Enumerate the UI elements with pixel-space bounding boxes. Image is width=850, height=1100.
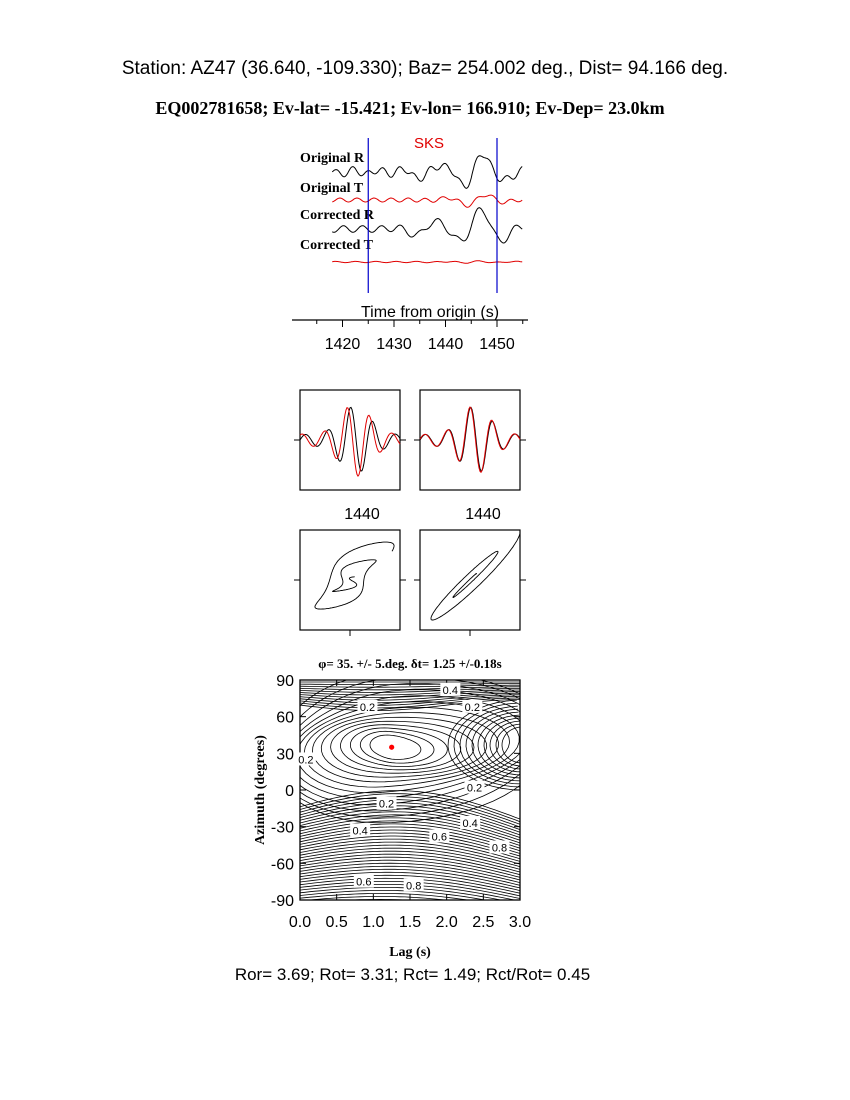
station-header: Station: AZ47 (36.640, -109.330); Baz= 254.002 deg., Dist= 94.166 deg. [121,58,729,79]
contour-line [300,899,520,914]
ratio-footer: Ror= 3.69; Rot= 3.31; Rct= 1.49; Rct/Rot= 0.45 [234,965,591,984]
contour-line [502,727,522,763]
y-tick-label: 90 [276,673,294,690]
waveform-trace [300,408,400,476]
waveform-tick-right: 1440 [465,506,501,523]
trace-label-corrected-t: Corrected T [300,238,373,253]
seismogram-panel [292,135,528,353]
contour-label: 0.2 [359,701,376,714]
y-tick-label: 0 [285,783,294,800]
waveform-panels [294,390,526,523]
energy-grid-panel [253,656,552,960]
particle-box-right [420,530,520,630]
y-tick-label: -30 [270,819,294,837]
waveform-tick-left: 1440 [344,506,380,523]
grid-xlabel: Lag (s) [389,945,431,960]
contour-label: 0.4 [442,684,458,697]
contour-label: 0.2 [378,798,395,811]
x-tick-label: 2.5 [472,914,495,931]
contour-label: 0.2 [466,782,483,795]
contour-label: 0.6 [356,876,372,889]
contour-label: 0.8 [406,880,422,893]
time-tick-label: 1430 [376,336,412,353]
x-tick-label: 1.5 [398,914,422,931]
x-tick-label: 0.0 [288,914,312,931]
contour-label: 0.2 [298,754,314,767]
y-tick-label: 60 [276,709,294,727]
waveform-trace [420,407,520,472]
time-tick-label: 1450 [479,336,515,353]
contour-line [300,854,520,875]
event-header: EQ002781658; Ev-lat= -15.421; Ev-lon= 166.910; Ev-Dep= 23.0km [155,98,665,118]
phase-label: SKS [414,135,445,152]
particle-motion-trace [431,533,520,620]
contour-label: 0.4 [352,825,368,838]
seismogram-trace [332,261,522,264]
time-tick-label: 1420 [324,336,361,353]
waveform-box-left [300,390,400,490]
contour-label: 0.8 [491,842,508,855]
waveform-box-right [420,390,520,490]
contour-line [350,728,447,767]
x-tick-label: 3.0 [508,914,532,931]
contour-line [370,735,421,759]
trace-label-corrected-r: Corrected R [300,208,374,223]
x-tick-label: 2.0 [435,914,458,931]
particle-box-left [300,530,400,630]
x-tick-label: 1.0 [362,914,385,931]
particle-motion-panels [294,530,526,636]
contour-line [321,717,486,777]
trace-label-original-t: Original T [300,181,364,196]
trace-label-original-r: Original R [300,151,365,166]
contour-label: 0.4 [462,818,478,830]
y-tick-label: -90 [270,893,294,910]
contour-line [304,707,509,787]
y-tick-label: -60 [270,856,294,874]
contour-label: 0.2 [464,701,480,714]
time-axis-label: Time from origin (s) [360,304,500,321]
time-tick-label: 1440 [427,336,464,353]
waveform-trace [420,407,520,471]
contour-label: 0.6 [431,831,447,844]
seismogram-trace [332,195,522,207]
contour-line [300,857,520,877]
particle-motion-trace [315,542,394,609]
y-tick-label: 30 [276,746,294,764]
x-tick-label: 0.5 [325,914,348,931]
best-fit-dot [389,745,394,750]
grid-ylabel: Azimuth (degrees) [253,735,268,845]
grid-title: φ= 35. +/- 5.deg. δt= 1.25 +/-0.18s [318,656,502,671]
